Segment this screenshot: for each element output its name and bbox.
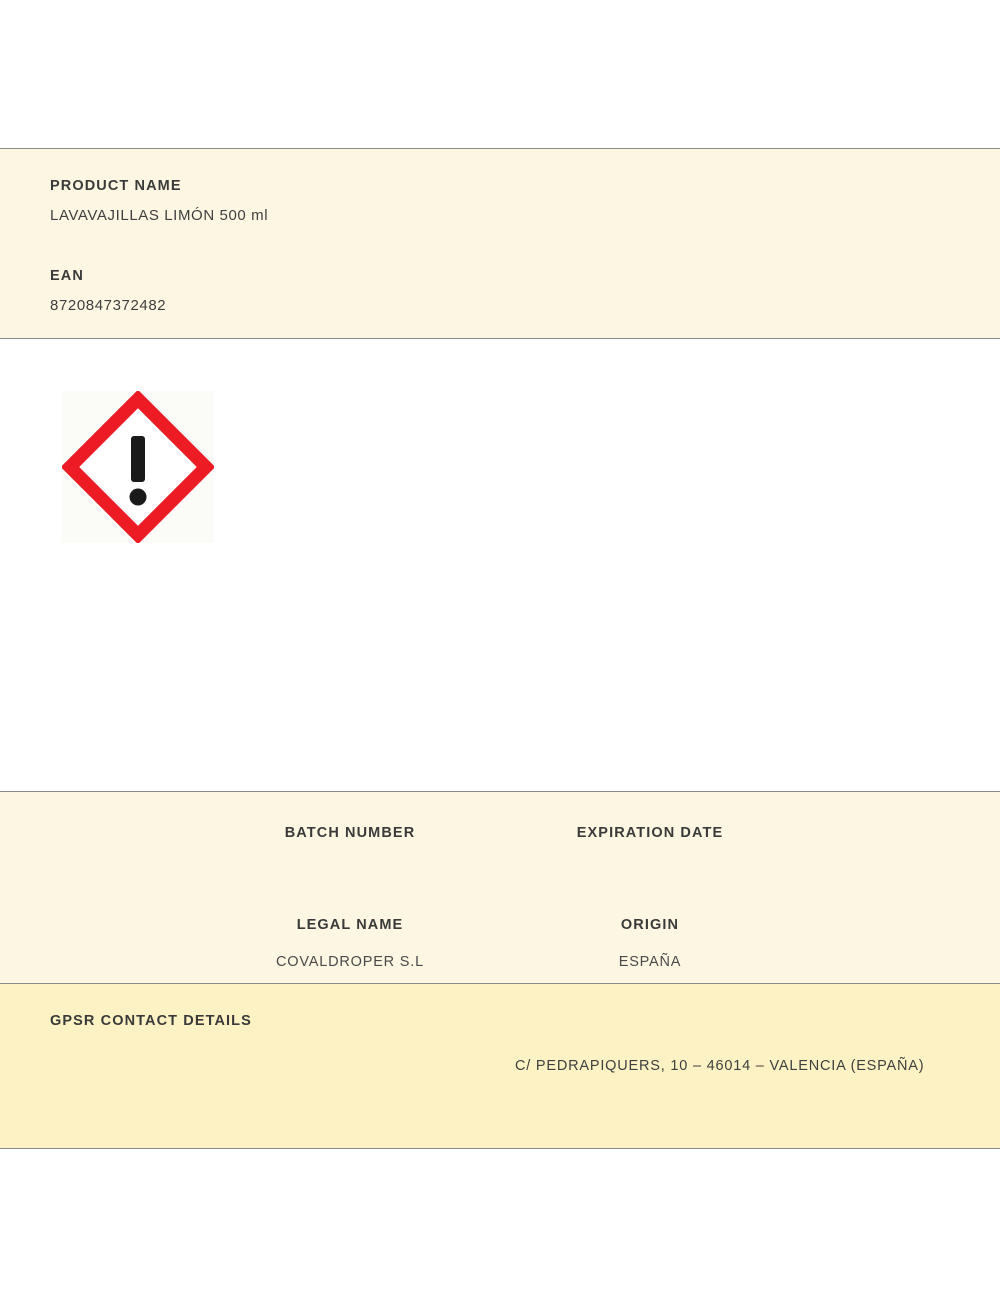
origin-value: ESPAÑA (618, 953, 682, 970)
product-name-value: LAVAVAJILLAS LIMÓN 500 ml (50, 206, 269, 224)
batch-number-label: BATCH NUMBER (284, 825, 416, 841)
details-header-row (0, 792, 1000, 862)
origin-cell (500, 918, 800, 971)
details-spacer-cell-2 (0, 918, 200, 971)
origin-label: ORIGIN (620, 916, 680, 933)
legal-name-cell (200, 918, 500, 971)
ean-value: 8720847372482 (50, 296, 167, 314)
product-name-field (50, 179, 950, 225)
details-second-row (0, 862, 1000, 971)
product-info-section (0, 148, 1000, 339)
product-name-label: PRODUCT NAME (50, 178, 182, 194)
gpsr-contact-section (0, 983, 1000, 1149)
gpsr-contact-address: C/ PEDRAPIQUERS, 10 – 46014 – VALENCIA (ESPAÑA) (515, 1058, 925, 1074)
expiration-date-header-cell (500, 826, 800, 862)
ghs07-exclamation-mark-hazard-pictogram (62, 391, 214, 543)
gpsr-contact-label: GPSR CONTACT DETAILS (50, 1013, 252, 1029)
details-spacer-cell (0, 826, 200, 862)
bottom-spacer (0, 1149, 1000, 1300)
batch-legal-section (0, 791, 1000, 983)
ghs07-exclamation-mark-icon (62, 391, 214, 543)
legal-name-value: COVALDROPER S.L (276, 953, 424, 970)
batch-number-header-cell (200, 826, 500, 862)
expiration-date-label: EXPIRATION DATE (576, 825, 724, 841)
ean-field (50, 269, 950, 315)
ean-label: EAN (50, 267, 84, 284)
legal-name-label: LEGAL NAME (296, 916, 404, 933)
top-spacer (0, 0, 1000, 148)
hazard-pictogram-section (0, 339, 1000, 791)
